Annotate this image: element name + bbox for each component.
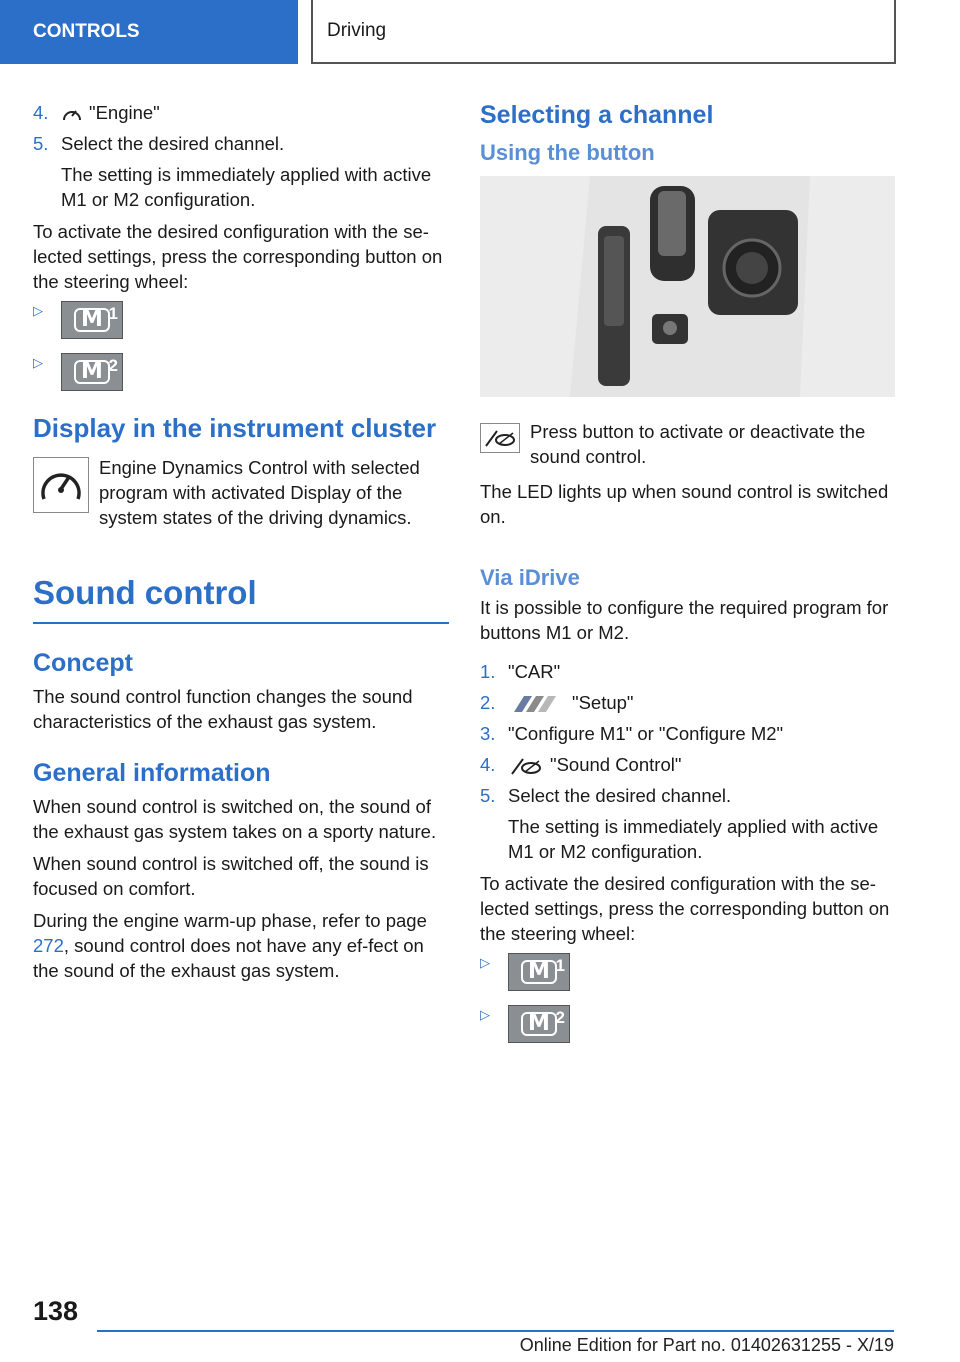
subsection-heading: Using the button [480, 140, 655, 165]
section-heading: General information [33, 759, 271, 787]
bullet-m1 [33, 301, 449, 339]
step-number: 1. [480, 661, 496, 682]
m2-button-icon [508, 1005, 570, 1043]
bullet-m2 [33, 353, 449, 391]
section-heading: Concept [33, 649, 133, 677]
m-stripes-icon [508, 695, 566, 713]
chapter-heading: Sound control [33, 574, 449, 624]
right-column [480, 100, 896, 1057]
m-logo: M [74, 360, 110, 384]
section-title: CONTROLS [33, 21, 140, 42]
step-note: The setting is immediately applied with active M1 or M2 configuration. [508, 816, 879, 862]
paragraph [33, 908, 449, 983]
step-text: "CAR" [508, 661, 561, 682]
m1-button-icon [508, 953, 570, 991]
bullet-m2 [480, 1005, 896, 1043]
bullet-marker: ▷ [33, 303, 43, 318]
display-info [33, 455, 449, 530]
page-number: 138 [33, 1296, 79, 1326]
m2-button-icon [61, 353, 123, 391]
step-text: "Engine" [89, 102, 160, 123]
text: , sound control does not have any ef-fect on the sound of the exhaust gas system. [33, 935, 424, 981]
step-number: 5. [480, 785, 496, 806]
chapter-tab [311, 0, 896, 64]
section-heading: Selecting a channel [480, 101, 714, 129]
chapter-title: Driving [327, 20, 387, 41]
step-number: 3. [480, 723, 496, 744]
step-5 [33, 131, 449, 156]
m1-button-icon [61, 301, 123, 339]
gauge-icon [33, 457, 89, 513]
step-text: "Sound Control" [550, 754, 682, 775]
step-text: "Setup" [572, 692, 634, 713]
step-text: "Configure M1" or "Configure M2" [508, 723, 784, 744]
section-heading: Display in the instrument cluster [33, 413, 437, 443]
left-column [33, 100, 449, 990]
m-number: 2 [555, 1008, 565, 1027]
step-number: 4. [480, 754, 496, 775]
m-number: 1 [555, 956, 565, 975]
footer-divider [97, 1330, 894, 1332]
subsection-heading: Via iDrive [480, 565, 580, 590]
section-tab [0, 0, 298, 64]
center-console-image [480, 176, 895, 397]
step-number: 4. [33, 102, 49, 123]
paragraph: When sound control is switched off, the sound is focused on comfort. [33, 853, 429, 899]
paragraph: The LED lights up when sound control is switched on. [480, 481, 889, 527]
m-number: 2 [108, 356, 118, 375]
bullet-m1 [480, 953, 896, 991]
bullet-marker: ▷ [480, 955, 490, 970]
paragraph: The sound control function changes the sound characteristics of the exhaust gas system. [33, 686, 413, 732]
sound-control-icon [480, 423, 520, 453]
bullet-marker: ▷ [33, 355, 43, 370]
center-console-photo [480, 176, 895, 397]
paragraph: Press button to activate or deactivate the sound control. [530, 421, 866, 467]
paragraph: To activate the desired configuration with the se-lected settings, press the corresponding button on the steering wheel: [480, 873, 890, 944]
idrive-step-2 [480, 690, 896, 715]
step-note: The setting is immediately applied with active M1 or M2 configuration. [61, 164, 432, 210]
step-number: 2. [480, 692, 496, 713]
button-info [480, 419, 896, 469]
paragraph: When sound control is switched on, the sound of the exhaust gas system takes on a sporty nature. [33, 796, 437, 842]
gauge-icon [61, 105, 83, 123]
m-logo: M [74, 308, 110, 332]
step-text: Select the desired channel. [61, 133, 285, 154]
step-number: 5. [33, 133, 49, 154]
idrive-step-3 [480, 721, 896, 746]
text: During the engine warm-up phase, refer to page [33, 910, 427, 931]
edition-note: Online Edition for Part no. 01402631255 - X/19 [519, 1335, 894, 1355]
bullet-marker: ▷ [480, 1007, 490, 1022]
paragraph: Engine Dynamics Control with selected program with activated Display of the system states of the driving dynamics. [99, 457, 420, 528]
idrive-step-1 [480, 659, 896, 684]
idrive-step-5 [480, 783, 896, 808]
m-logo: M [521, 960, 557, 984]
m-logo: M [521, 1012, 557, 1036]
idrive-step-4 [480, 752, 896, 777]
m-number: 1 [108, 304, 118, 323]
paragraph: It is possible to configure the required program for buttons M1 or M2. [480, 597, 889, 643]
sound-control-icon [508, 756, 544, 776]
paragraph: To activate the desired configuration with the se-lected settings, press the corresponding button on the steering wheel: [33, 221, 443, 292]
step-text: Select the desired channel. [508, 785, 732, 806]
page-link[interactable]: 272 [33, 935, 64, 956]
step-4 [33, 100, 449, 125]
